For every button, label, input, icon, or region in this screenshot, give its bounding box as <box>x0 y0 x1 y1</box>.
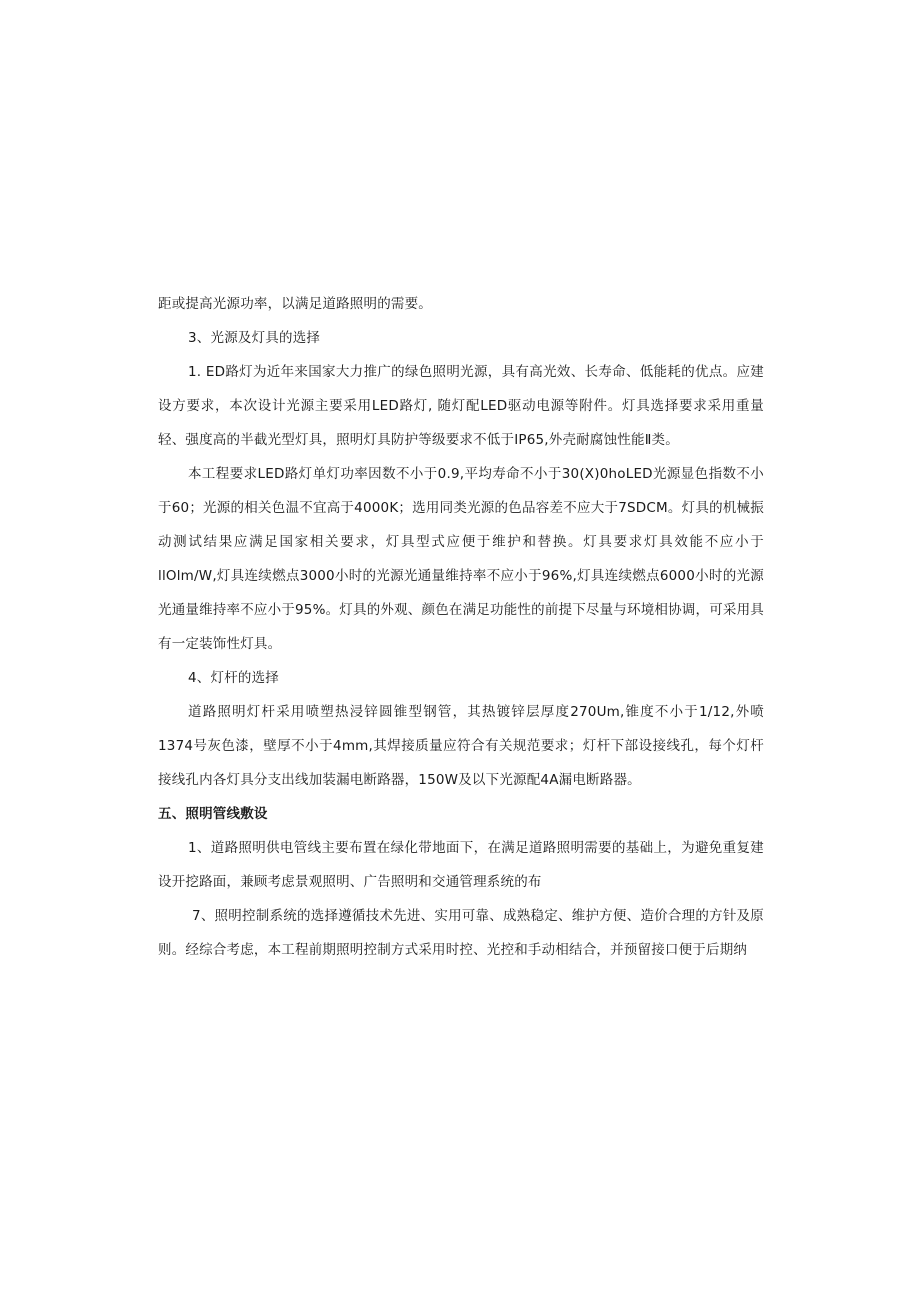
section-heading-lamp-pole: 4、灯杆的选择 <box>188 670 279 686</box>
section-heading-pipeline-laying: 五、照明管线敷设 <box>158 806 268 822</box>
paragraph-led-intro: 1. ED路灯为近年来国家大力推广的绿色照明光源，具有高光效、长寿命、低能耗的优点。应建设方要求，本次设计光源主要采用LED路灯, 随灯配LED驱动电源等附件。灯具选择要求采用重量轻、强度高的半截光型灯具，照明灯具防护等级要求不低于IP65,外壳耐腐蚀性能Ⅱ类。 <box>158 364 764 448</box>
paragraph-continuation: 距或提高光源功率，以满足道路照明的需要。 <box>158 296 432 312</box>
paragraph-lamp-pole: 道路照明灯杆采用喷塑热浸锌圆锥型钢管，其热镀锌层厚度270Um,锥度不小于1/12,外喷1374号灰色漆，壁厚不小于4mm,其焊接质量应符合有关规范要求；灯杆下部设接线孔，每个灯杆接线孔内各灯具分支出线加装漏电断路器，150W及以下光源配4A漏电断路器。 <box>158 704 764 788</box>
paragraph-pipeline: 1、道路照明供电管线主要布置在绿化带地面下，在满足道路照明需要的基础上，为避免重复建设开挖路面，兼顾考虑景观照明、广告照明和交通管理系统的布 <box>158 840 764 890</box>
paragraph-lighting-control: 7、照明控制系统的选择遵循技术先进、实用可靠、成熟稳定、维护方便、造价合理的方针及原则。经综合考虑，本工程前期照明控制方式采用时控、光控和手动相结合，并预留接口便于后期纳 <box>158 908 764 958</box>
paragraph-led-requirements: 本工程要求LED路灯单灯功率因数不小于0.9,平均寿命不小于30(X)0hoLED光源显色指数不小于60；光源的相关色温不宜高于4000K；选用同类光源的色品容差不应大于7SDCM。灯具的机械振动测试结果应满足国家相关要求，灯具型式应便于维护和替换。灯具要求灯具效能不应小于llOlm/W,灯具连续燃点3000小时的光源光通量维持率不应小于96%,灯具连续燃点6000小时的光源光通量维持率不应小于95%。灯具的外观、颜色在满足功能性的前提下尽量与环境相协调，可采用具有一定装饰性灯具。 <box>158 466 765 652</box>
section-heading-light-source: 3、光源及灯具的选择 <box>188 330 321 346</box>
